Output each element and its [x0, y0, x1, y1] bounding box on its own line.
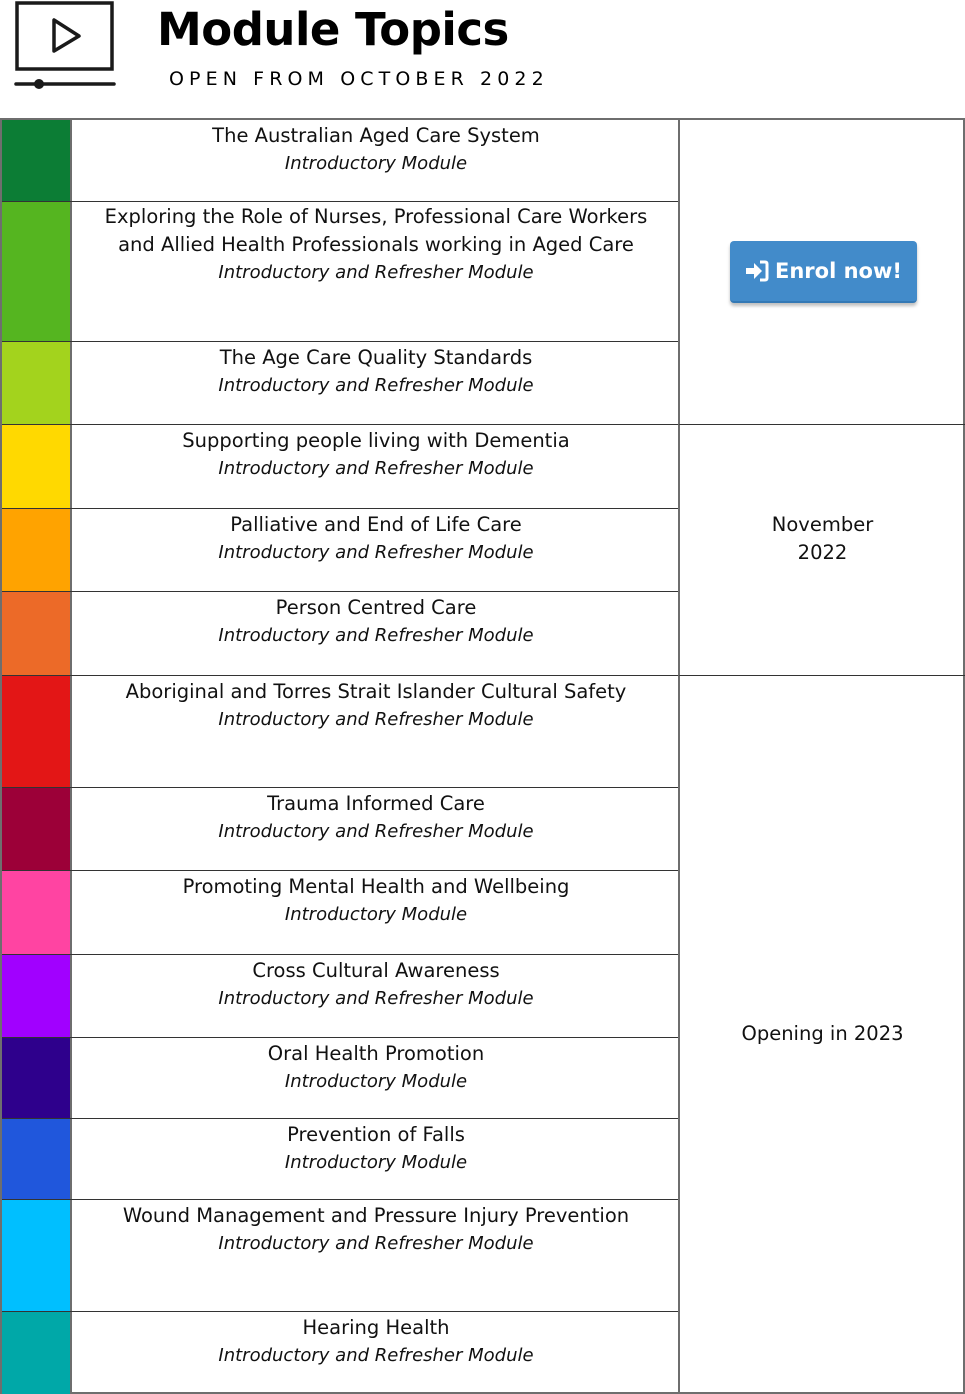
module-name: Cross Cultural Awareness [252, 959, 500, 982]
module-color-swatch [2, 425, 72, 508]
module-row [2, 1118, 680, 1199]
module-color-swatch [2, 342, 72, 424]
availability-date-line1: November [771, 513, 874, 536]
module-row [2, 120, 680, 201]
availability-status: Opening in 2023 [741, 1022, 904, 1045]
module-row [2, 424, 680, 508]
module-type: Introductory and Refresher Module [218, 709, 534, 730]
module-color-swatch [2, 202, 72, 341]
module-type: Introductory and Refresher Module [218, 1233, 534, 1254]
module-row [2, 1037, 680, 1118]
module-color-swatch [2, 120, 72, 201]
page-header [0, 0, 965, 118]
module-row [2, 1311, 680, 1394]
module-type: Introductory Module [284, 1071, 468, 1092]
module-row [2, 954, 680, 1037]
module-row [2, 201, 680, 341]
module-color-swatch [2, 592, 72, 675]
module-type: Introductory and Refresher Module [218, 542, 534, 563]
module-color-swatch [2, 955, 72, 1037]
module-row [2, 870, 680, 954]
module-name: Oral Health Promotion [267, 1042, 485, 1065]
module-name: Trauma Informed Care [267, 792, 485, 815]
availability-cell-now [678, 120, 965, 424]
module-type: Introductory Module [284, 153, 468, 174]
module-row [2, 591, 680, 675]
module-type: Introductory and Refresher Module [218, 988, 534, 1009]
availability-cell-2023 [678, 675, 965, 1394]
page-title: Module Topics [157, 3, 509, 56]
module-name: Aboriginal and Torres Strait Islander Cultural Safety [125, 680, 627, 703]
module-name: Promoting Mental Health and Wellbeing [182, 875, 570, 898]
availability-cell-november [678, 424, 965, 675]
module-color-swatch [2, 1119, 72, 1199]
module-name: The Age Care Quality Standards [219, 346, 533, 369]
module-name: Person Centred Care [275, 596, 477, 619]
page-subtitle: OPEN FROM OCTOBER 2022 [169, 68, 549, 90]
module-color-swatch [2, 871, 72, 954]
module-color-swatch [2, 1200, 72, 1311]
module-color-swatch [2, 676, 72, 787]
module-name: Supporting people living with Dementia [182, 429, 570, 452]
module-name: Hearing Health [302, 1316, 450, 1339]
module-name: Palliative and End of Life Care [230, 513, 522, 536]
module-name: Prevention of Falls [287, 1123, 465, 1146]
module-color-swatch [2, 1038, 72, 1118]
enrol-now-button[interactable] [730, 241, 917, 303]
module-type: Introductory and Refresher Module [218, 375, 534, 396]
module-row [2, 675, 680, 787]
sign-in-icon [745, 260, 769, 282]
module-row [2, 508, 680, 591]
module-type: Introductory and Refresher Module [218, 262, 534, 283]
module-type: Introductory Module [284, 1152, 468, 1173]
module-color-swatch [2, 788, 72, 870]
module-name: Exploring the Role of Nurses, Professional Care Workers and Allied Health Professionals working in Aged Care [104, 205, 648, 256]
module-color-swatch [2, 1312, 72, 1394]
module-type: Introductory and Refresher Module [218, 821, 534, 842]
video-player-icon [14, 1, 118, 91]
availability-date-line2: 2022 [797, 541, 848, 564]
module-row [2, 1199, 680, 1311]
enrol-now-label: Enrol now! [775, 259, 902, 283]
module-row [2, 341, 680, 424]
module-table [0, 118, 965, 1394]
module-row [2, 787, 680, 870]
module-type: Introductory Module [284, 904, 468, 925]
module-name: Wound Management and Pressure Injury Prevention [122, 1204, 630, 1227]
module-name: The Australian Aged Care System [212, 124, 540, 147]
module-type: Introductory and Refresher Module [218, 625, 534, 646]
module-type: Introductory and Refresher Module [218, 1345, 534, 1366]
module-color-swatch [2, 509, 72, 591]
module-type: Introductory and Refresher Module [218, 458, 534, 479]
